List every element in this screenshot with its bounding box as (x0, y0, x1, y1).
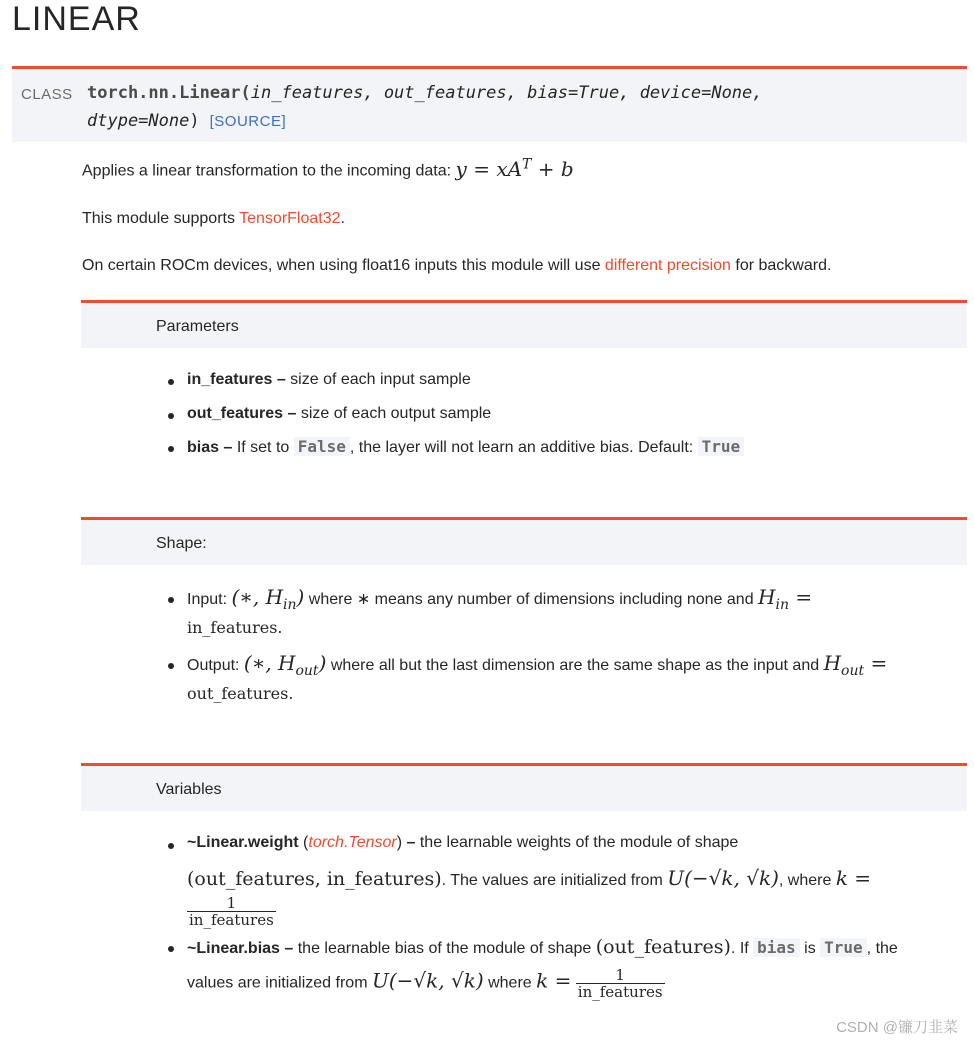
watermark: CSDN @镰刀韭菜 (836, 1019, 958, 1036)
paren-open: ( (298, 834, 309, 851)
math-part: (∗, H (243, 651, 296, 675)
different-precision-link[interactable]: different precision (604, 257, 731, 274)
torch-tensor-link[interactable]: torch.Tensor (308, 834, 397, 851)
shape-output-math (243, 651, 327, 679)
frac-den: in_features (577, 983, 663, 1001)
class-label: CLASS (21, 86, 73, 103)
parameters-section-header (81, 300, 967, 348)
tensorfloat32-link[interactable]: TensorFloat32 (239, 210, 341, 227)
bullet-icon (168, 446, 174, 452)
is-text: is (799, 940, 821, 957)
math-part: H (823, 651, 842, 675)
signature-line-1 (87, 83, 763, 103)
bullet-icon (168, 413, 174, 419)
code-true: True (698, 437, 745, 456)
math-eq: = (788, 585, 813, 609)
signature-close: ) (189, 111, 200, 131)
math-part: H (758, 585, 776, 609)
param-dash: – (283, 405, 301, 422)
var-weight-desc: the learnable weights of the module of shape (419, 834, 739, 851)
shape-input-cont: in_features. (187, 618, 283, 637)
description-line-1 (82, 156, 574, 181)
frac-den: in_features (189, 911, 274, 929)
formula-main: y = xA (455, 156, 523, 181)
param-desc: If set to (236, 439, 294, 456)
paren-close: ) (396, 834, 403, 851)
bullet-icon (168, 843, 174, 849)
k-eq: k = (835, 866, 872, 890)
math-sub: in (775, 597, 789, 613)
where-text: , where (778, 872, 836, 889)
code-bias: bias (753, 938, 800, 957)
bullet-icon (168, 597, 174, 603)
class-signature (12, 66, 967, 142)
var-dash: – (402, 834, 420, 851)
where-text: where (483, 974, 537, 992)
k-fraction (576, 967, 665, 1000)
signature-line-2 (87, 111, 286, 131)
math-sub: in (283, 597, 297, 613)
math-sub: out (841, 663, 865, 679)
param-in-features (187, 371, 471, 389)
var-bias-line-1 (187, 936, 898, 958)
shape-input-math (231, 585, 305, 613)
frac-num: 1 (187, 895, 276, 912)
shape-output (187, 651, 887, 679)
shape-output-math2 (823, 651, 888, 679)
param-desc: size of each output sample (300, 405, 492, 422)
signature-args-2: dtype=None (87, 111, 190, 131)
shape-input-math2 (758, 585, 813, 613)
variables-section-header (81, 763, 967, 811)
formula (456, 157, 574, 181)
var-bias-line-2 (187, 967, 665, 1000)
uniform-dist: U(−√k, √k) (667, 866, 779, 890)
rocm-suffix: for backward. (730, 257, 832, 274)
shape-input-text: where ∗ means any number of dimensions including none and (304, 591, 759, 608)
shape-heading: Shape: (156, 535, 207, 552)
param-name: in_features (187, 371, 273, 388)
param-desc-mid: , the layer will not learn an additive bias. Default: (349, 439, 698, 456)
var-bias-desc: the learnable bias of the module of shape (297, 940, 596, 957)
math-close: ) (318, 651, 327, 675)
bullet-icon (168, 379, 174, 385)
var-bias-name: ~Linear.bias (187, 940, 280, 957)
bias-init-text: values are initialized from (187, 974, 372, 992)
k-fraction (187, 895, 276, 928)
k-eq: k = (536, 968, 572, 993)
shape-output-text: where all but the last dimension are the same shape as the input and (326, 657, 824, 674)
source-link[interactable]: [SOURCE] (209, 113, 287, 130)
shape-input-label: Input: (187, 591, 232, 608)
frac-num: 1 (576, 967, 665, 984)
param-dash: – (272, 371, 291, 388)
rocm-prefix: On certain ROCm devices, when using float16 inputs this module will use (82, 257, 605, 274)
math-part: (∗, H (231, 585, 284, 609)
var-weight-line-2 (187, 866, 871, 890)
description-text: Applies a linear transformation to the incoming data: (82, 162, 456, 180)
uniform-dist: U(−√k, √k) (371, 968, 484, 993)
param-name: out_features (187, 405, 284, 422)
param-out-features (187, 405, 491, 423)
var-weight-name: ~Linear.weight (187, 834, 299, 851)
the-text: , the (866, 940, 898, 957)
math-eq: = (864, 651, 888, 675)
shape-output-cont: out_features. (187, 684, 294, 703)
math-sub: out (295, 663, 319, 679)
formula-sup: T (522, 156, 532, 172)
bullet-icon (168, 946, 174, 952)
code-true: True (820, 938, 867, 957)
shape-input (187, 585, 812, 613)
shape-section-header (81, 517, 967, 565)
shape-output-label: Output: (187, 657, 244, 674)
math-close: ) (296, 585, 305, 609)
tf32-prefix: This module supports (82, 210, 240, 227)
code-false: False (294, 437, 350, 456)
variables-heading: Variables (156, 781, 222, 798)
var-dash: – (279, 940, 298, 957)
page-title: LINEAR (12, 0, 141, 38)
bullet-icon (168, 663, 174, 669)
description-line-2 (82, 210, 345, 228)
class-name: torch.nn.Linear( (87, 83, 251, 103)
param-name: bias (187, 439, 220, 456)
param-dash: – (219, 439, 237, 456)
description-line-3 (82, 257, 831, 275)
var-weight-line-1 (187, 834, 738, 852)
param-bias (187, 437, 744, 457)
param-desc: size of each input sample (290, 371, 471, 388)
weight-shape: (out_features, in_features) (187, 868, 442, 890)
var-weight-frac (187, 895, 276, 928)
parameters-heading: Parameters (156, 318, 239, 335)
tf32-suffix: . (340, 210, 345, 227)
signature-args-1: in_features, out_features, bias=True, device=None, (250, 83, 763, 103)
if-text: . If (730, 940, 754, 957)
formula-tail: + b (531, 156, 574, 181)
weight-init-text: . The values are initialized from (441, 872, 668, 889)
bias-shape: (out_features) (595, 936, 731, 958)
